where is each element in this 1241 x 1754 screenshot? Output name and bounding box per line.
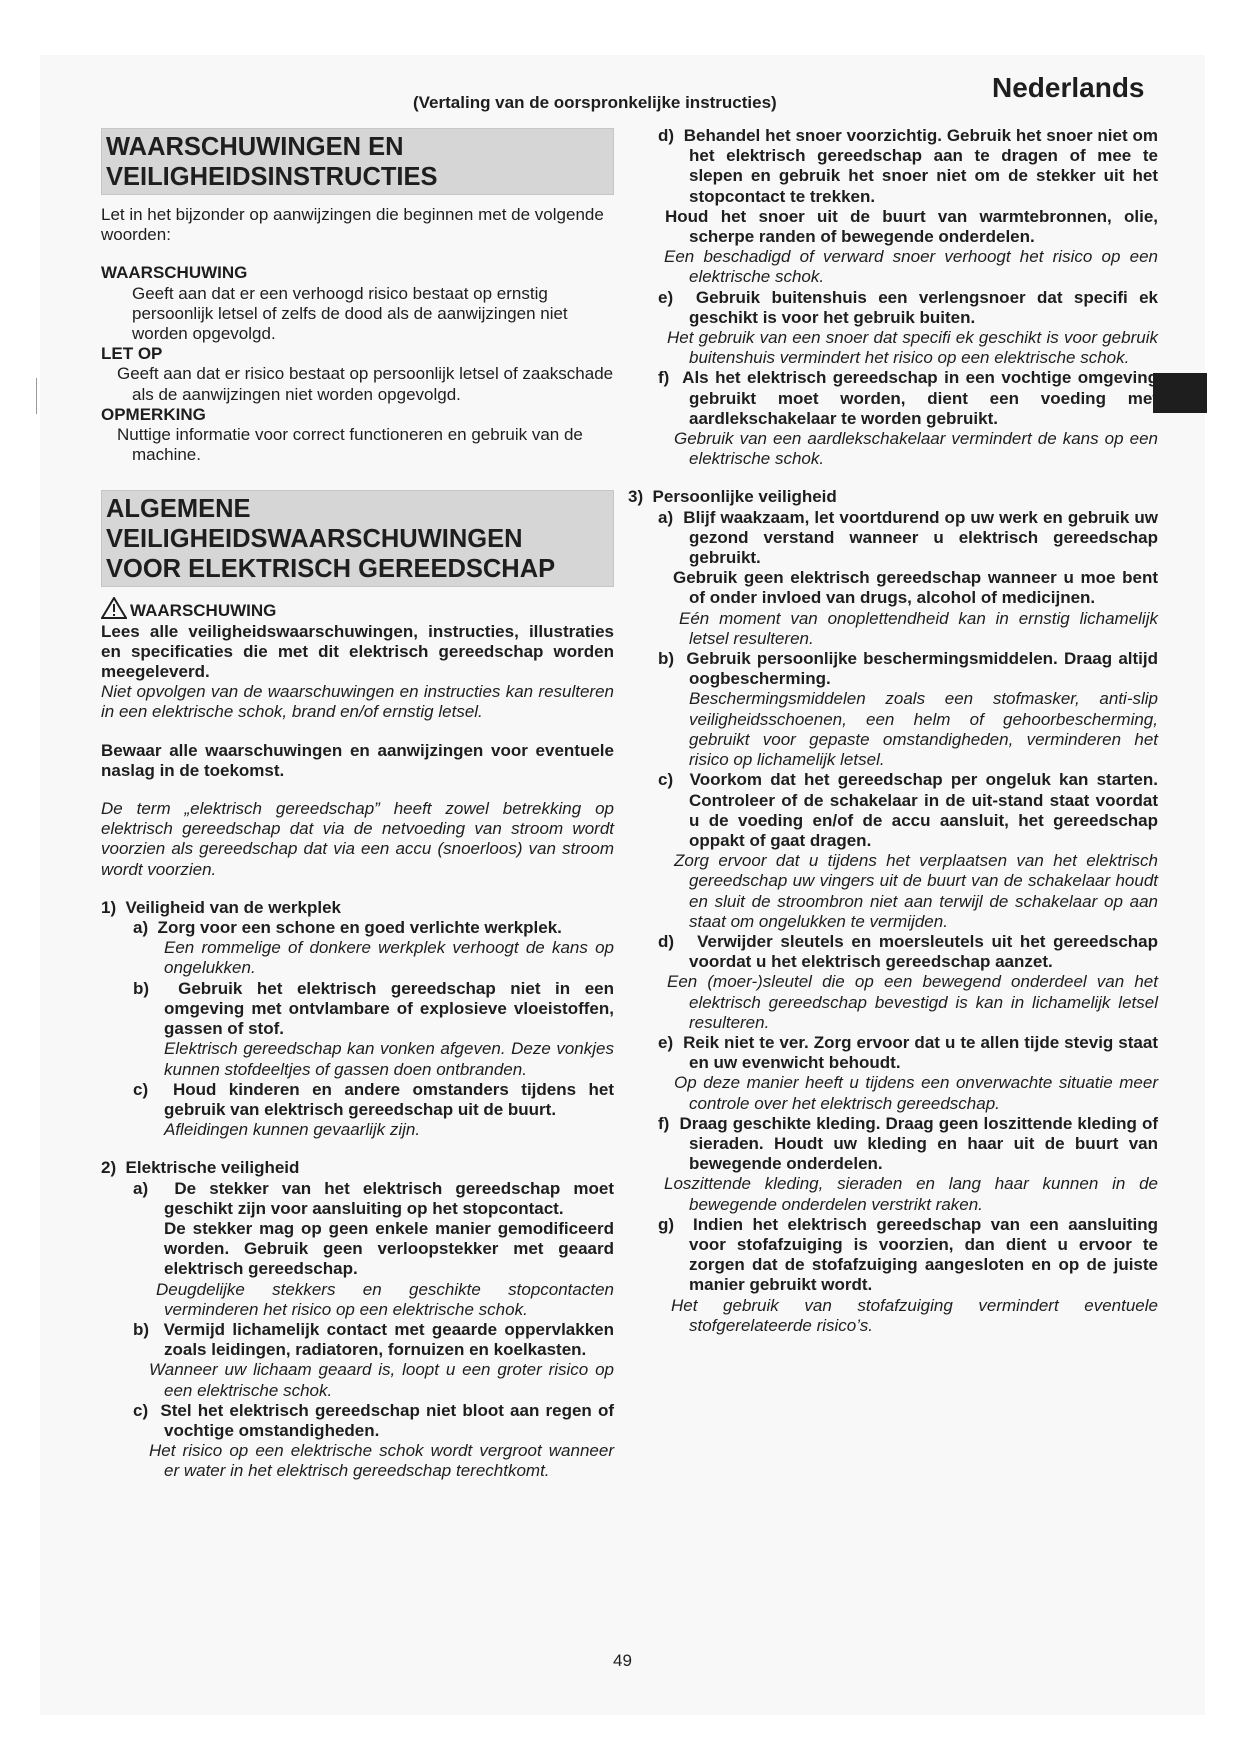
- item-2a-note: Deugdelijke stekkers en geschikte stopcontacten verminderen het risico op een elektrische schok.: [156, 1279, 614, 1319]
- item-2a: a) De stekker van het elektrisch gereedschap moet geschikt zijn voor aansluiting op het stopcontact.: [133, 1178, 614, 1218]
- caution-label: LET OP: [101, 344, 163, 364]
- margin-mark: [36, 378, 37, 414]
- item-2b-note: Wanneer uw lichaam geaard is, loopt u een groter risico op een elektrische schok.: [149, 1360, 614, 1400]
- right-column: [628, 126, 1158, 1336]
- item-2f: f) Als het elektrisch gereedschap in een vochtige omgeving gebruikt moet worden, dient een voeding met aardlekschakelaar te worden gebruikt.: [658, 368, 1158, 428]
- keep-instructions: Bewaar alle waarschuwingen en aanwijzingen voor eventuele naslag in de toekomst.: [101, 740, 614, 780]
- page-number: 49: [613, 1651, 632, 1670]
- caution-text: Geeft aan dat er risico bestaat op persoonlijk letsel of zaakschade als de aanwijzingen niet worden opgevolgd.: [117, 364, 614, 404]
- item-2e-note: Het gebruik van een snoer dat specifi ek geschikt is voor gebruik buitenshuis vermindert het risico op een elektrische schok.: [667, 328, 1158, 368]
- item-1c-note: Afleidingen kunnen gevaarlijk zijn.: [164, 1120, 421, 1140]
- term-definition: De term „elektrisch gereedschap” heeft zowel betrekking op elektrisch gereedschap dat via de netvoeding van stroom wordt voorzien als gereedschap dat via een accu (snoerloos) van stroom wordt voorzien.: [101, 799, 614, 879]
- item-1b: b) Gebruik het elektrisch gereedschap niet in een omgeving met ontvlambare of explosieve vloeistoffen, gassen of stof.: [133, 978, 614, 1039]
- section-2-items-continued: [628, 126, 1158, 469]
- item-1a: a) Zorg voor een schone en goed verlichte werkplek.: [133, 918, 562, 938]
- item-2e: e) Gebruik buitenshuis een verlengsnoer dat specifi ek geschikt is voor het gebruik buiten.: [658, 287, 1158, 327]
- section-3-title: 3) Persoonlijke veiligheid: [628, 487, 837, 507]
- section-1-items: [101, 918, 614, 1140]
- language-label: Nederlands: [992, 72, 1145, 103]
- item-1b-note: Elektrisch gereedschap kan vonken afgeven. Deze vonkjes kunnen stofdeeltjes of gassen doen ontbranden.: [164, 1039, 614, 1079]
- item-3g-note: Het gebruik van stofafzuiging vermindert eventuele stofgerelateerde risico’s.: [671, 1295, 1158, 1335]
- read-all-text: Lees alle veiligheidswaarschuwingen, instructies, illustraties en specificaties die met dit elektrisch gereedschap worden meegeleverd.: [101, 621, 614, 682]
- read-all-consequence: Niet opvolgen van de waarschuwingen en instructies kan resulteren in een elektrische schok, brand en/of ernstig letsel.: [101, 682, 614, 722]
- item-2c: c) Stel het elektrisch gereedschap niet bloot aan regen of vochtige omstandigheden.: [133, 1400, 614, 1440]
- note-text: Nuttige informatie voor correct functioneren en gebruik van de machine.: [117, 425, 583, 465]
- item-3b-note: Beschermingsmiddelen zoals een stofmasker, anti-slip veiligheidsschoenen, een helm of gehoorbescherming, gebruikt voor gepaste omstandigheden, verminderen het risico op lichamelijk letsel.: [689, 689, 1158, 770]
- warning-heading: WAARSCHUWING: [101, 597, 614, 621]
- item-2d-note: Een beschadigd of verward snoer verhoogt het risico op een elektrische schok.: [664, 247, 1158, 287]
- item-2b: b) Vermijd lichamelijk contact met geaarde oppervlakken zoals leidingen, radiatoren, fornuizen en koelkasten.: [133, 1319, 614, 1360]
- item-2c-note: Het risico op een elektrische schok wordt vergroot wanneer er water in het elektrisch gereedschap terechtkomt.: [149, 1441, 614, 1481]
- item-2d: d) Behandel het snoer voorzichtig. Gebruik het snoer niet om het elektrisch gereedschap aan te dragen of mee te slepen en gebruik het snoer niet om de stekker uit het stopcontact te trekken.: [658, 126, 1158, 206]
- item-3d: d) Verwijder sleutels en moersleutels uit het gereedschap voordat u het elektrisch gereedschap aanzet.: [658, 931, 1158, 972]
- item-2f-note: Gebruik van een aardlekschakelaar vermindert de kans op een elektrische schok.: [674, 429, 1158, 469]
- section-2-title: 2) Elektrische veiligheid: [101, 1158, 300, 1178]
- section-1-title: 1) Veiligheid van de werkplek: [101, 897, 341, 917]
- item-3a-note: Eén moment van onoplettendheid kan in ernstig lichamelijk letsel resulteren.: [679, 608, 1158, 648]
- note-label: OPMERKING: [101, 404, 206, 424]
- item-3a: a) Blijf waakzaam, let voortdurend op uw werk en gebruik uw gezond verstand wanneer u elektrisch gereedschap gebruikt.: [658, 507, 1158, 568]
- warning-triangle-icon: [101, 597, 127, 619]
- section-heading-general: ALGEMENE VEILIGHEIDSWAARSCHUWINGEN VOOR ELEKTRISCH GEREEDSCHAP: [101, 490, 614, 587]
- item-3g: g) Indien het elektrisch gereedschap van een aansluiting voor stofafzuiging is voorzien, dan dient u ervoor te zorgen dat de stofafzuiging aangesloten en op de juiste manier gebruikt wordt.: [658, 1214, 1158, 1295]
- section-heading-safety: WAARSCHUWINGEN EN VEILIGHEIDSINSTRUCTIES: [101, 128, 614, 195]
- item-1c: c) Houd kinderen en andere omstanders tijdens het gebruik van elektrisch gereedschap uit de buurt.: [133, 1079, 614, 1119]
- intro-text: Let in het bijzonder op aanwijzingen die beginnen met de volgende woorden:: [101, 205, 604, 245]
- item-3e: e) Reik niet te ver. Zorg ervoor dat u te allen tijde stevig staat en uw evenwicht behoudt.: [658, 1032, 1158, 1073]
- item-3c-note: Zorg ervoor dat u tijdens het verplaatsen van het elektrisch gereedschap uw vingers uit de buurt van de schakelaar houdt en sluit de stroombron niet aan terwijl de schakelaar op aan staat om ongelukken te vermijden.: [674, 851, 1158, 931]
- left-column: [101, 128, 614, 1482]
- item-3a-detail: Gebruik geen elektrisch gereedschap wanneer u moe bent of onder invloed van drugs, alcohol of medicijnen.: [673, 568, 1158, 608]
- item-3f-note: Loszittende kleding, sieraden en lang haar kunnen in de bewegende onderdelen verstrikt raken.: [664, 1174, 1158, 1214]
- item-2a-detail: De stekker mag op geen enkele manier gemodificeerd worden. Gebruik geen verloopstekker met geaard elektrisch gereedschap.: [164, 1218, 614, 1279]
- section-2-items: [101, 1179, 614, 1482]
- item-3e-note: Op deze manier heeft u tijdens een onverwachte situatie meer controle over het elektrisch gereedschap.: [674, 1073, 1158, 1113]
- item-2d-detail: Houd het snoer uit de buurt van warmtebronnen, olie, scherpe randen of bewegende onderdelen.: [665, 206, 1158, 247]
- item-3f: f) Draag geschikte kleding. Draag geen loszittende kleding of sieraden. Houdt uw kleding en haar uit de buurt van bewegende onderdelen.: [658, 1113, 1158, 1174]
- item-1a-note: Een rommelige of donkere werkplek verhoogt de kans op ongelukken.: [164, 938, 614, 978]
- warning-text: Geeft aan dat er een verhoogd risico bestaat op ernstig persoonlijk letsel of zelfs de dood als de aanwijzingen niet worden opgevolgd.: [132, 283, 568, 344]
- item-3c: c) Voorkom dat het gereedschap per ongeluk kan starten. Controleer of de schakelaar in de uit-stand staat voordat u de voeding en/of de accu aansluit, het gereedschap oppakt of gaat dragen.: [658, 770, 1158, 850]
- language-side-tab: [1153, 373, 1207, 413]
- item-3d-note: Een (moer-)sleutel die op een bewegend onderdeel van het elektrisch gereedschap bevestigd is kan in lichamelijk letsel resulteren.: [667, 972, 1158, 1032]
- translation-subtitle: (Vertaling van de oorspronkelijke instructies): [413, 93, 777, 112]
- item-3b: b) Gebruik persoonlijke beschermingsmiddelen. Draag altijd oogbescherming.: [658, 649, 1158, 689]
- warning-label: WAARSCHUWING: [101, 263, 248, 283]
- section-3-items: [628, 508, 1158, 1336]
